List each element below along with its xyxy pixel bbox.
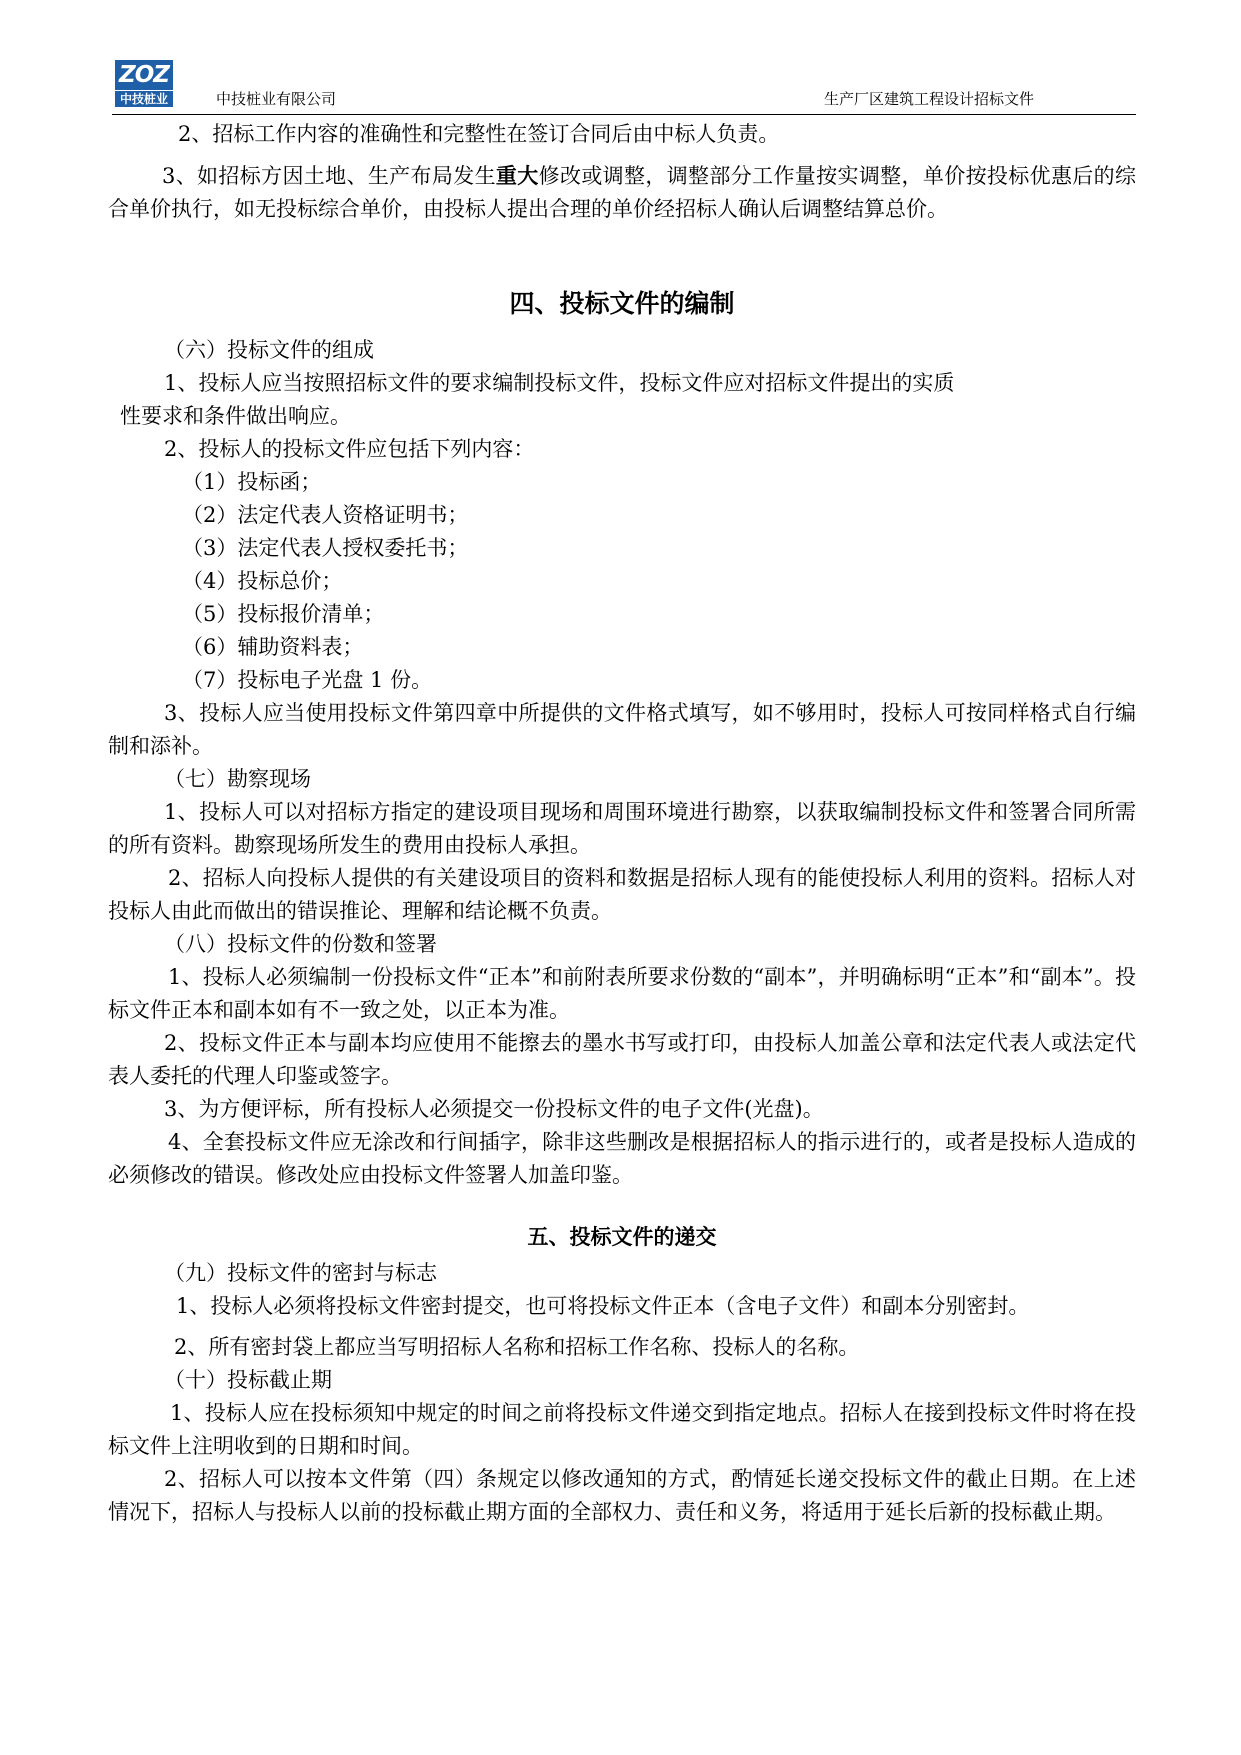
company-logo (115, 60, 173, 110)
section-4-title: 四、投标文件的编制 (509, 289, 735, 318)
intro-p3-before: 3、如招标方因土地、生产布局发生 (162, 164, 496, 188)
s8-paragraph-3: 3、为方便评标，所有投标人必须提交一份投标文件的电子文件(光盘)。 (164, 1097, 824, 1121)
s7-paragraph-1: 1、投标人可以对招标方指定的建设项目现场和周围环境进行勘察，以获取编制投标文件和签署合同所需的所有资料。勘察现场所发生的费用由投标人承担。 (108, 800, 1136, 857)
page-header (112, 56, 1136, 115)
s10-paragraph-1: 1、投标人应在投标须知中规定的时间之前将投标文件递交到指定地点。招标人在接到投标文件时将在投标文件上注明收到的日期和时间。 (108, 1401, 1136, 1458)
list-item: （1）投标函； (182, 470, 322, 494)
s8-paragraph-4: 4、全套投标文件应无涂改和行间插字，除非这些删改是根据招标人的指示进行的，或者是投标人造成的必须修改的错误。修改处应由投标文件签署人加盖印鉴。 (108, 1130, 1136, 1187)
list-item: （7）投标电子光盘 1 份。 (182, 668, 433, 692)
document-title: 生产厂区建筑工程设计招标文件 (823, 90, 1034, 108)
list-item: （3）法定代表人授权委托书； (182, 536, 469, 560)
list-item: （5）投标报价清单； (182, 602, 385, 626)
logo-subtext: 中技桩业 (115, 91, 173, 107)
company-name: 中技桩业有限公司 (216, 90, 337, 108)
list-item: （4）投标总价； (182, 569, 343, 593)
list-item: （6）辅助资料表； (182, 635, 364, 659)
s9-paragraph-1: 1、投标人必须将投标文件密封提交，也可将投标文件正本（含电子文件）和副本分别密封。 (176, 1294, 1030, 1318)
s6-paragraph-3: 3、投标人应当使用投标文件第四章中所提供的文件格式填写，如不够用时，投标人可按同样格式自行编制和添补。 (108, 701, 1136, 758)
s6-paragraph-2: 2、投标人的投标文件应包括下列内容： (164, 437, 535, 461)
document-body (108, 118, 1136, 1529)
s8-paragraph-1: 1、投标人必须编制一份投标文件“正本”和前附表所要求份数的“副本”，并明确标明“正本”和“副本”。投标文件正本和副本如有不一致之处，以正本为准。 (108, 965, 1136, 1022)
subsection-9-title: （九）投标文件的密封与标志 (164, 1261, 437, 1285)
subsection-10-title: （十）投标截止期 (164, 1368, 332, 1392)
subsection-8-title: （八）投标文件的份数和签署 (164, 932, 437, 956)
subsection-7-title: （七）勘察现场 (164, 767, 311, 791)
section-5-title: 五、投标文件的递交 (527, 1224, 717, 1249)
s6-paragraph-1a: 1、投标人应当按照招标文件的要求编制投标文件，投标文件应对招标文件提出的实质 (164, 371, 955, 395)
intro-p3-bold: 重大 (495, 163, 539, 188)
s6-paragraph-1b: 性要求和条件做出响应。 (120, 404, 351, 428)
intro-paragraph-2: 2、招标工作内容的准确性和完整性在签订合同后由中标人负责。 (178, 122, 780, 146)
subsection-6-title: （六）投标文件的组成 (164, 338, 374, 362)
s8-paragraph-2: 2、投标文件正本与副本均应使用不能擦去的墨水书写或打印，由投标人加盖公章和法定代表人或法定代表人委托的代理人印鉴或签字。 (108, 1031, 1136, 1088)
list-item: （2）法定代表人资格证明书； (182, 503, 469, 527)
s10-paragraph-2: 2、招标人可以按本文件第（四）条规定以修改通知的方式，酌情延长递交投标文件的截止日期。在上述情况下，招标人与投标人以前的投标截止期方面的全部权力、责任和义务，将适用于延长后新的投标截止期。 (108, 1467, 1136, 1524)
intro-p3-after: 修改或调整，调整部分工作量按实调整，单价按投标优惠后的综合单价执行，如无投标综合单价，由投标人提出合理的单价经招标人确认后调整结算总价。 (108, 164, 1136, 221)
s7-paragraph-2: 2、招标人向投标人提供的有关建设项目的资料和数据是招标人现有的能使投标人利用的资料。招标人对投标人由此而做出的错误推论、理解和结论概不负责。 (108, 866, 1136, 923)
logo-mark: ZOZ (115, 60, 173, 90)
s9-paragraph-2: 2、所有密封袋上都应当写明招标人名称和招标工作名称、投标人的名称。 (174, 1335, 860, 1359)
intro-paragraph-3 (108, 159, 1136, 226)
